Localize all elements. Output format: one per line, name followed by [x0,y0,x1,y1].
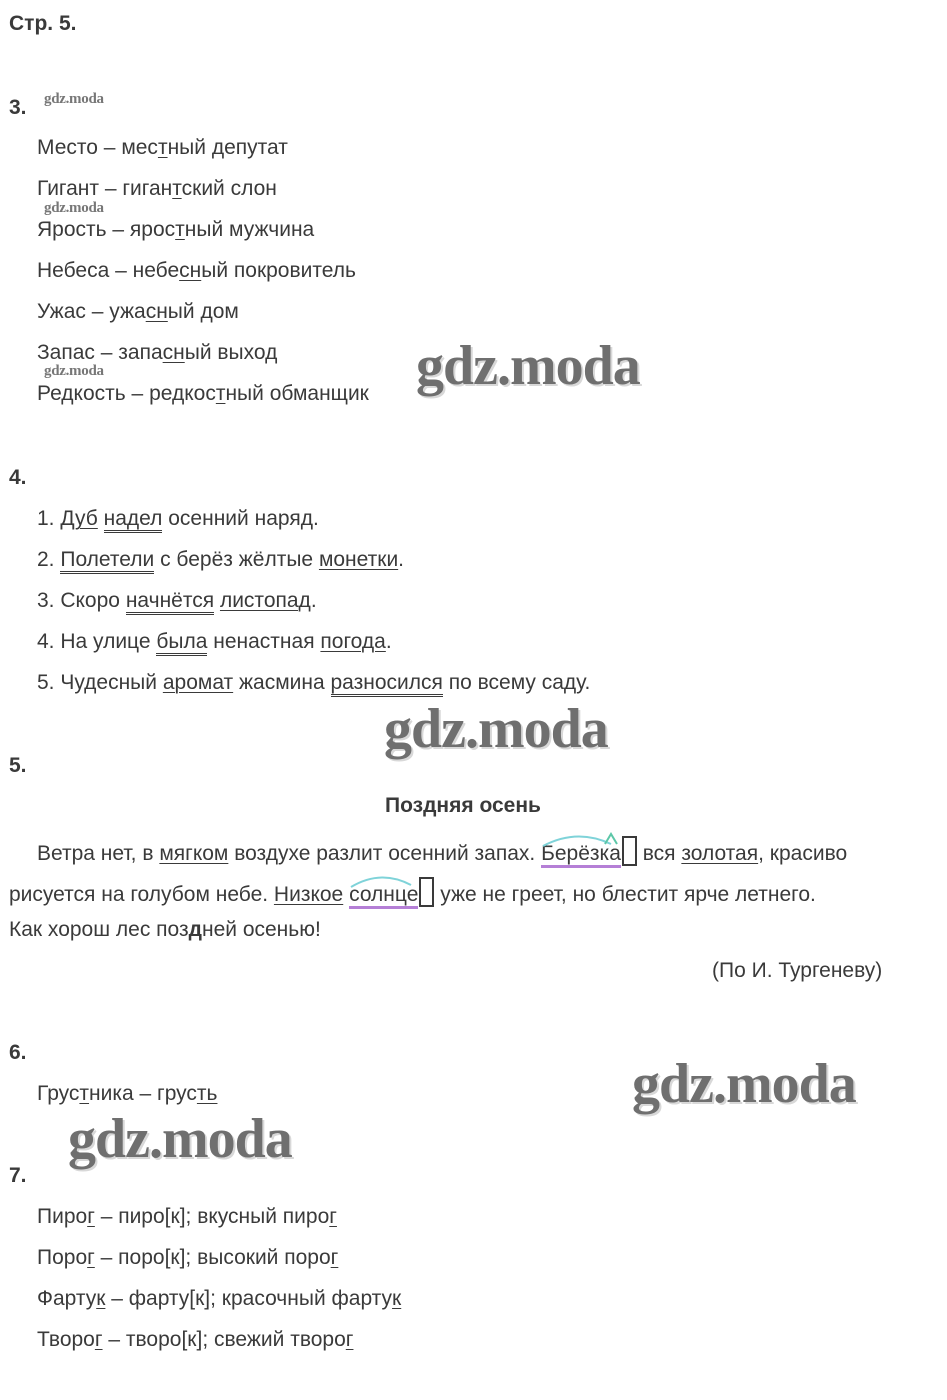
ex5-source: (По И. Тургеневу) [712,959,883,982]
ex4-sentence-2: 2. Полетели с берёз жёлтые монетки. [37,548,404,572]
ex3-number: 3. [9,96,27,119]
watermark-small: gdz.moda [44,363,104,379]
watermark-small: gdz.moda [44,200,104,216]
ex6-line: Грустника – грусть [37,1082,218,1105]
ex5-number: 5. [9,754,27,777]
ex5-line-1: Ветра нет, в мягком воздухе разлит осенний запах. Берёзка вся золотая, красиво [37,836,847,866]
word-berezka: Берёзка [541,842,621,866]
ex7-line-2: Порог – поро[к]; высокий порог [37,1246,339,1269]
root-arc-icon [541,830,619,848]
ex7-line-1: Пирог – пиро[к]; вкусный пирог [37,1205,337,1228]
ex3-line-6: Запас – запасный выход [37,341,278,364]
ex4-sentence-3: 3. Скоро начнётся листопад. [37,589,317,613]
ex4-sentence-5: 5. Чудесный аромат жасмина разносился по всему саду. [37,671,590,695]
ex4-sentence-1: 1. Дуб надел осенний наряд. [37,507,319,531]
ex7-line-3: Фартук – фарту[к]; красочный фартук [37,1287,402,1310]
ex5-line-2: рисуется на голубом небе. Низкое солнце уже не греет, но блестит ярче летнего. [9,877,816,907]
ex5-line-3: Как хорош лес поздней осенью! [9,918,321,941]
ex3-line-5: Ужас – ужасный дом [37,300,239,323]
ending-box-icon [622,836,637,866]
word-solntse: солнце [349,883,418,907]
ex3-line-3: Ярость – яростный мужчина [37,218,315,241]
ex6-number: 6. [9,1041,27,1064]
ex3-line-2: Гигант – гигантский слон [37,177,277,200]
watermark-big: gdz.moda [632,1053,856,1115]
page-header: Стр. 5. [9,12,77,35]
ending-box-icon [419,877,434,907]
watermark-big: gdz.moda [384,698,608,760]
watermark-small: gdz.moda [44,91,104,107]
ex4-number: 4. [9,466,27,489]
ex7-line-4: Творог – творо[к]; свежий творог [37,1328,354,1351]
ex4-sentence-4: 4. На улице была ненастная погода. [37,630,392,654]
watermark-big: gdz.moda [416,335,640,397]
ex3-line-7: Редкость – редкостный обманщик [37,382,369,405]
ex3-line-1: Место – местный депутат [37,136,288,159]
ex5-title: Поздняя осень [385,794,541,817]
root-arc-icon [349,871,419,889]
watermark-big: gdz.moda [68,1108,292,1170]
ex3-line-4: Небеса – небесный покровитель [37,259,356,282]
ex7-number: 7. [9,1164,27,1187]
